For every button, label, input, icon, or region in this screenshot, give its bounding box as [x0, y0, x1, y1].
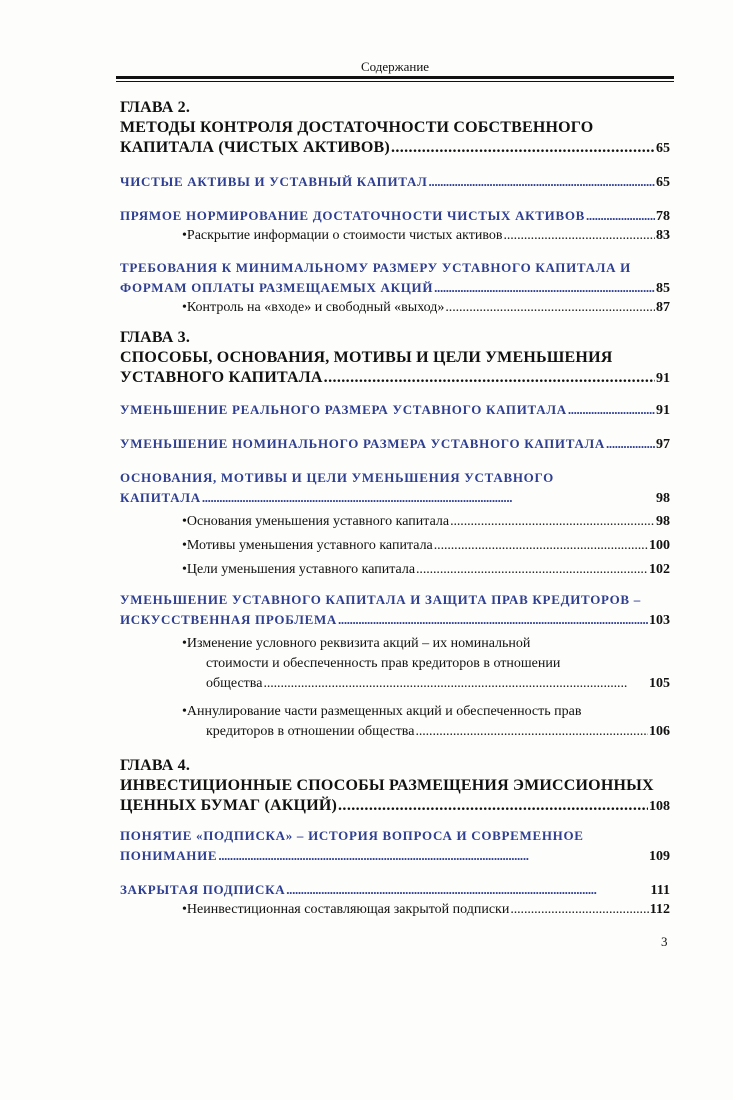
subsection-title: •Мотивы уменьшения уставного капитала	[182, 538, 433, 553]
section-page: 85	[656, 281, 670, 296]
dot-leader	[415, 722, 648, 742]
chapter-3-entry[interactable]	[120, 368, 670, 388]
subsection-title: •Основания уменьшения уставного капитала	[182, 514, 450, 529]
toc-entry-creditors[interactable]	[120, 610, 670, 630]
section-page: 109	[649, 849, 670, 864]
chapter-3-label[interactable]: ГЛАВА 3.	[120, 329, 191, 346]
subsection-page: 102	[649, 562, 670, 577]
dot-leader	[416, 560, 648, 580]
subsection-page: 106	[649, 724, 670, 739]
subsection-page: 83	[656, 228, 670, 243]
section-title: ЗАКРЫТАЯ ПОДПИСКА	[120, 882, 286, 897]
chapter-4-title-line1[interactable]: ИНВЕСТИЦИОННЫЕ СПОСОБЫ РАЗМЕЩЕНИЯ ЭМИССИОННЫХ	[120, 777, 654, 794]
toc-entry-grounds[interactable]	[120, 488, 670, 508]
page-number: 3	[661, 934, 668, 949]
toc-subentry-non-investment[interactable]	[120, 900, 670, 920]
toc-subentry-grounds[interactable]	[120, 512, 670, 532]
dot-leader	[568, 400, 655, 420]
section-title: ФОРМАМ ОПЛАТЫ РАЗМЕЩАЕМЫХ АКЦИЙ	[120, 280, 434, 295]
subsection-title: •Аннулирование части размещенных акций и обеспеченность прав	[182, 704, 582, 719]
chapter-2-page: 65	[656, 141, 670, 156]
dot-leader	[263, 674, 648, 694]
section-page: 111	[650, 883, 670, 898]
chapter-2-label[interactable]: ГЛАВА 2.	[120, 99, 191, 116]
subsection-title: •Контроль на «входе» и свободный «выход»	[182, 300, 445, 315]
subsection-page: 98	[656, 514, 670, 529]
toc-subentry-entry-exit[interactable]	[120, 298, 670, 318]
toc-entry-subscription[interactable]	[120, 846, 670, 866]
chapter-4-page: 108	[649, 799, 670, 814]
dot-leader	[324, 368, 655, 388]
section-page: 103	[649, 613, 670, 628]
toc-entry-closed-subscription[interactable]	[120, 880, 670, 900]
running-head: Содержание	[360, 59, 430, 74]
chapter-4-label[interactable]: ГЛАВА 4.	[120, 757, 191, 774]
dot-leader	[586, 206, 655, 226]
dot-leader	[434, 278, 655, 298]
subsection-title: кредиторов в отношении общества	[206, 724, 415, 739]
subsection-title: •Неинвестиционная составляющая закрытой подписки	[182, 902, 510, 917]
toc-entry-subscription-line1[interactable]: ПОНЯТИЕ «ПОДПИСКА» – ИСТОРИЯ ВОПРОСА И СОВРЕМЕННОЕ	[120, 828, 584, 843]
chapter-4-title-line2: ЦЕННЫХ БУМАГ (АКЦИЙ)	[120, 797, 338, 814]
subsection-title: общества	[206, 676, 263, 691]
subsection-page: 87	[656, 300, 670, 315]
section-title: ПОНИМАНИЕ	[120, 848, 218, 863]
section-page: 65	[656, 175, 670, 190]
toc-subentry-nominal-change-line1[interactable]	[120, 634, 670, 654]
subsection-title: •Изменение условного реквизита акций – их номинальной	[182, 636, 531, 651]
chapter-4-entry[interactable]	[120, 796, 670, 816]
chapter-2-title-line2: КАПИТАЛА (ЧИСТЫХ АКТИВОВ)	[120, 139, 390, 156]
toc-entry-min-capital-line1[interactable]: ТРЕБОВАНИЯ К МИНИМАЛЬНОМУ РАЗМЕРУ УСТАВНОГО КАПИТАЛА И	[120, 260, 631, 275]
subsection-page: 105	[649, 676, 670, 691]
toc-subentry-nominal-change-line2[interactable]	[120, 654, 670, 674]
section-title: УМЕНЬШЕНИЕ НОМИНАЛЬНОГО РАЗМЕРА УСТАВНОГО КАПИТАЛА	[120, 436, 606, 451]
header-rule-thin	[116, 81, 674, 82]
dot-leader	[338, 610, 648, 630]
chapter-3-page: 91	[656, 371, 670, 386]
subsection-title: стоимости и обеспеченность прав кредиторов в отношении	[206, 656, 561, 671]
subsection-page: 112	[649, 902, 670, 917]
chapter-3-title-line1[interactable]: СПОСОБЫ, ОСНОВАНИЯ, МОТИВЫ И ЦЕЛИ УМЕНЬШЕНИЯ	[120, 349, 613, 366]
toc-subentry-goals[interactable]	[120, 560, 670, 580]
dot-leader	[445, 298, 655, 318]
dot-leader	[202, 488, 655, 508]
subsection-title: •Цели уменьшения уставного капитала	[182, 562, 416, 577]
section-title: КАПИТАЛА	[120, 490, 201, 505]
dot-leader	[429, 172, 655, 192]
subsection-page: 100	[649, 538, 670, 553]
dot-leader	[434, 536, 648, 556]
dot-leader	[450, 512, 655, 532]
section-page: 98	[656, 491, 670, 506]
table-of-contents	[120, 98, 670, 920]
toc-subentry-disclosure[interactable]	[120, 226, 670, 246]
toc-entry-grounds-line1[interactable]: ОСНОВАНИЯ, МОТИВЫ И ЦЕЛИ УМЕНЬШЕНИЯ УСТАВНОГО	[120, 470, 554, 485]
chapter-2-title-line1[interactable]: МЕТОДЫ КОНТРОЛЯ ДОСТАТОЧНОСТИ СОБСТВЕННОГО	[120, 119, 594, 136]
chapter-2-entry[interactable]	[120, 138, 670, 158]
dot-leader	[218, 846, 648, 866]
section-title: ЧИСТЫЕ АКТИВЫ И УСТАВНЫЙ КАПИТАЛ	[120, 174, 428, 189]
toc-subentry-cancellation-line1[interactable]	[120, 702, 670, 722]
dot-leader	[510, 900, 648, 920]
toc-entry-direct-regulation[interactable]	[120, 206, 670, 226]
dot-leader	[503, 226, 655, 246]
toc-entry-min-capital[interactable]	[120, 278, 670, 298]
header-rule-thick	[116, 76, 674, 79]
toc-entry-creditors-line1[interactable]: УМЕНЬШЕНИЕ УСТАВНОГО КАПИТАЛА И ЗАЩИТА ПРАВ КРЕДИТОРОВ –	[120, 592, 641, 607]
section-page: 91	[656, 403, 670, 418]
dot-leader	[391, 138, 655, 158]
dot-leader	[606, 434, 655, 454]
section-page: 97	[656, 437, 670, 452]
dot-leader	[338, 796, 648, 816]
toc-entry-nominal-reduction[interactable]	[120, 434, 670, 454]
toc-subentry-cancellation[interactable]	[120, 722, 670, 742]
dot-leader	[286, 880, 649, 900]
toc-entry-real-reduction[interactable]	[120, 400, 670, 420]
section-title: ПРЯМОЕ НОРМИРОВАНИЕ ДОСТАТОЧНОСТИ ЧИСТЫХ АКТИВОВ	[120, 208, 586, 223]
section-page: 78	[656, 209, 670, 224]
toc-subentry-motives[interactable]	[120, 536, 670, 556]
toc-subentry-nominal-change[interactable]	[120, 674, 670, 694]
section-title: УМЕНЬШЕНИЕ РЕАЛЬНОГО РАЗМЕРА УСТАВНОГО КАПИТАЛА	[120, 402, 567, 417]
section-title: ИСКУССТВЕННАЯ ПРОБЛЕМА	[120, 612, 338, 627]
chapter-3-title-line2: УСТАВНОГО КАПИТАЛА	[120, 369, 323, 386]
toc-entry-net-assets[interactable]	[120, 172, 670, 192]
subsection-title: •Раскрытие информации о стоимости чистых активов	[182, 228, 503, 243]
